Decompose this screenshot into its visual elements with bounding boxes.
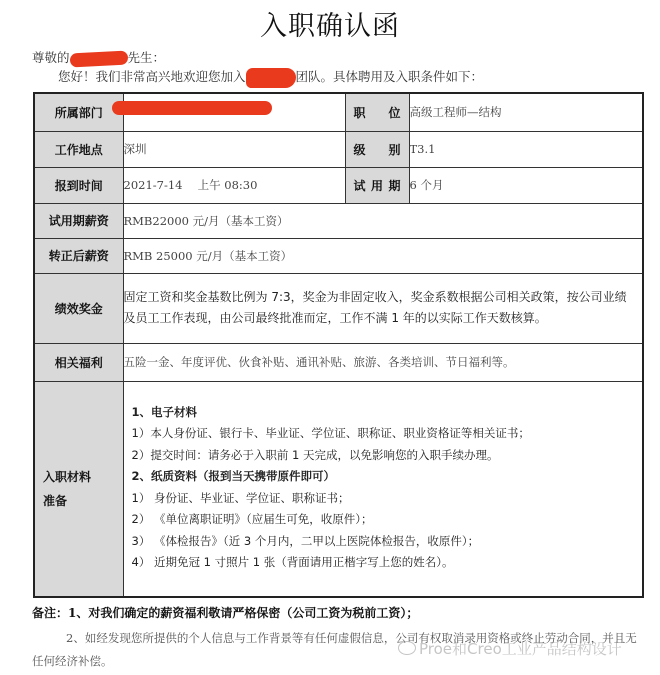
salutation-prefix: 尊敬的 [32,50,70,65]
materials-heading-paper: 2、纸质资料（报到当天携带原件即可） [131,469,335,484]
regular-salary-value: RMB 25000 元/月（基本工资） [123,238,643,273]
materials-list [124,390,643,588]
location-value: 深圳 [123,131,345,167]
table-row [34,131,643,167]
table-row [34,203,643,238]
materials-label-line1: 入职材料 [43,469,92,484]
report-time-value: 2021-7-14 上午 08:30 [123,167,345,203]
location-label: 工作地点 [34,131,123,167]
intro-suffix: 团队。具体聘用及入职条件如下： [295,69,484,84]
materials-label [34,381,123,597]
redacted-name [69,50,128,67]
intro-prefix: 您好！我们非常高兴地欢迎您加入 [58,69,246,84]
regular-salary-label: 转正后薪资 [34,238,123,273]
list-item: 4） 近期免冠 1 寸照片 1 张（背面请用正楷字写上您的姓名）。 [131,555,454,570]
report-time-label: 报到时间 [34,167,123,203]
note-confidentiality: 备注：1、对我们确定的薪资福利敬请严格保密（公司工资为税前工资）； [32,606,419,620]
list-item: 2） 《单位离职证明》（应届生可免，收原件）； [131,512,373,527]
table-row [34,167,643,203]
probation-value: 6 个月 [409,167,643,203]
list-item: 2）提交时间：请务必于入职前 1 天完成，以免影响您的入职手续办理。 [131,447,499,462]
benefits-label: 相关福利 [34,343,123,381]
bonus-label: 绩效奖金 [34,273,123,343]
materials-heading-electronic: 1、电子材料 [131,404,198,419]
materials-value [123,381,643,597]
benefits-value: 五险一金、年度评优、伙食补贴、通讯补贴、旅游、各类培训、节日福利等。 [123,343,643,381]
table-row [34,273,643,343]
intro-paragraph [58,67,483,88]
table-row [34,343,643,381]
watermark [398,638,622,659]
offer-details-table [33,92,644,598]
document-title: 入职确认函 [260,11,400,42]
note-false-information: 2、如经发现您所提供的个人信息与工作背景等有任何虚假信息，公司有权取消录用资格或终止劳动合同，并且无任何经济补偿。 [32,631,637,668]
probation-salary-label: 试用期薪资 [34,203,123,238]
probation-label: 试用期 [345,167,409,203]
redacted-company [246,68,296,88]
materials-label-line2: 准备 [43,493,68,508]
salutation [32,48,165,66]
position-label: 职 位 [345,93,409,131]
wechat-icon [398,641,416,655]
department-label: 所属部门 [34,93,123,131]
redacted-department [112,101,272,115]
table-row [34,238,643,273]
table-row [34,381,643,597]
list-item: 1） 身份证、毕业证、学位证、职称证书； [131,490,350,505]
level-value: T3.1 [409,131,643,167]
list-item: 1）本人身份证、银行卡、毕业证、学位证、职称证、职业资格证等相关证书； [131,426,530,441]
salutation-suffix: 先生： [127,50,166,65]
probation-salary-value: RMB22000 元/月（基本工资） [123,203,643,238]
level-label: 级 别 [345,131,409,167]
position-value: 高级工程师—结构 [409,93,643,131]
watermark-text: Proe和Creo工业产品结构设计 [419,640,622,658]
list-item: 3） 《体检报告》（近 3 个月内，二甲以上医院体检报告，收原件）； [131,533,480,548]
bonus-value: 固定工资和奖金基数比例为 7:3，奖金为非固定收入，奖金系数根据公司相关政策，按公司业绩及员工工作表现，由公司最终批准而定，工作不满 1 年的以实际工作天数核算。 [123,273,643,343]
